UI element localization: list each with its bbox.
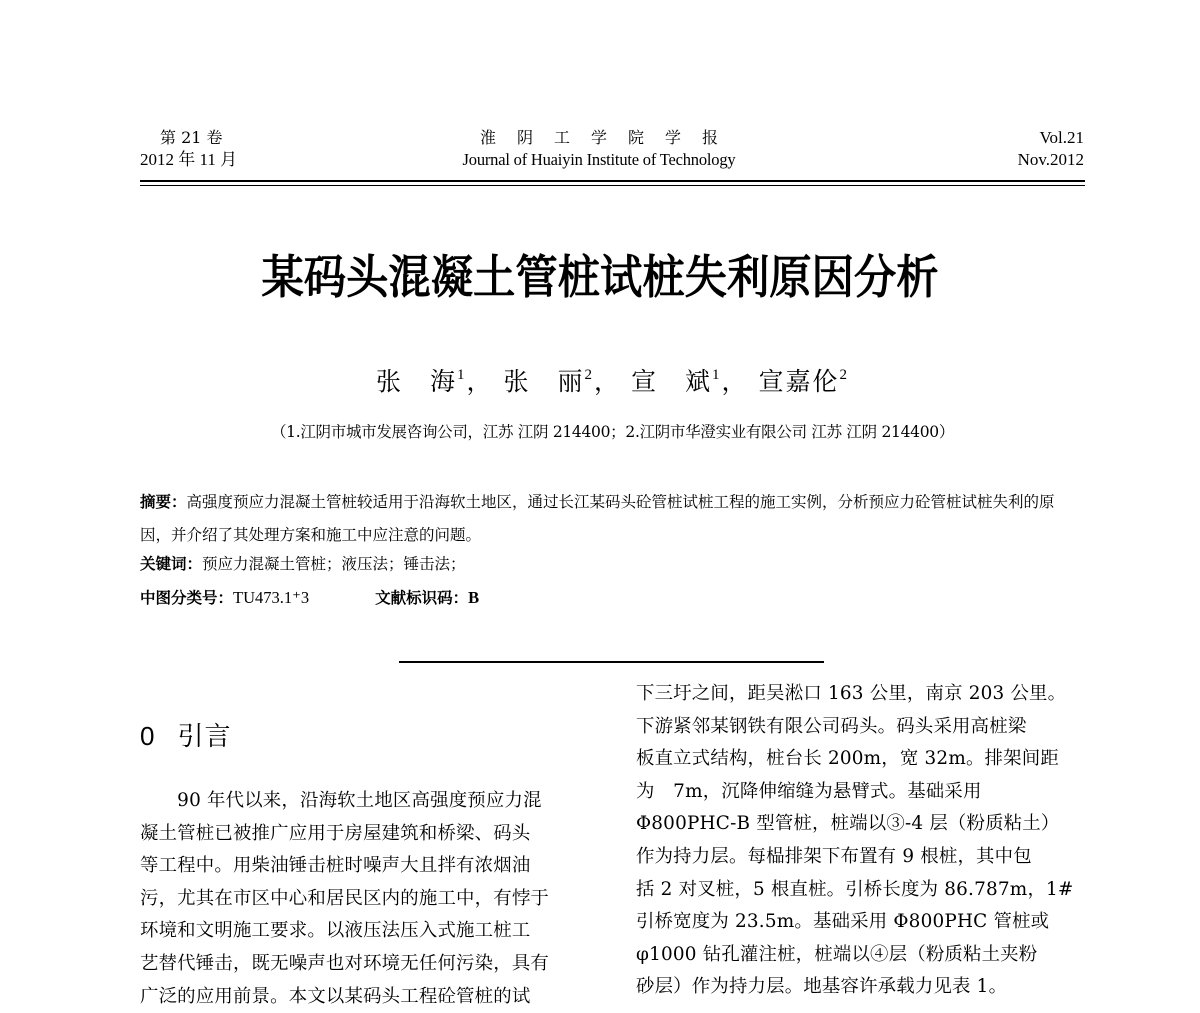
running-header-left: [140, 127, 237, 171]
body-line: 下游紧邻某钢铁有限公司码头。码头采用高桩梁: [636, 715, 1027, 737]
header-rule-thick: [140, 180, 1085, 182]
journal-name-en: Journal of Huaiyin Institute of Technology: [462, 150, 736, 169]
author-affiliation-mark: 1: [712, 367, 722, 383]
running-header-center: [443, 127, 755, 171]
clc-value: TU473.1⁺3: [233, 588, 310, 607]
abstract-text: 高强度预应力混凝土管桩较适用于沿海软土地区，通过长江某码头砼管桩试桩工程的施工实例，分析预应力砼管桩试桩失利的原因，并介绍了其处理方案和施工中应注意的问题。: [140, 493, 1055, 544]
section-title: 引言: [177, 722, 232, 752]
body-line: 板直立式结构，桩台长 200m，宽 32m。排架间距: [636, 748, 1059, 770]
section-heading: [140, 716, 231, 753]
section-number: 0: [140, 721, 156, 751]
volume-cn: 第 21 卷: [160, 128, 223, 147]
header-rule-thin: [140, 185, 1085, 186]
doc-code-label: 文献标识码：: [375, 588, 469, 607]
body-line: 等工程中。用柴油锤击桩时噪声大且拌有浓烟油: [140, 855, 531, 877]
author-name: 宣 斌: [630, 367, 712, 396]
author-separator: ，: [594, 367, 622, 396]
abstract-divider: [399, 661, 824, 663]
body-line: 下三圩之间，距吴淞口 163 公里，南京 203 公里。: [636, 683, 1067, 704]
author-list: [0, 362, 1200, 398]
author-name: 张 海: [376, 367, 458, 396]
body-line: 作为持力层。每榀排架下布置有 9 根桩，其中包: [636, 845, 1032, 867]
affiliations: （1.江阴市城市发展咨询公司，江苏 江阴 214400；2.江阴市华澄实业有限公司 江苏 江阴 214400）: [270, 423, 955, 441]
author-separator: ，: [466, 367, 494, 396]
keywords: [140, 552, 466, 574]
body-line: Φ800PHC-B 型管桩，桩端以③-4 层（粉质粘土）: [636, 813, 1060, 835]
author-affiliation-mark: 2: [584, 367, 595, 383]
body-left-column: [140, 785, 595, 1013]
body-line: 广泛的应用前景。本文以某码头工程砼管桩的试: [140, 985, 531, 1007]
body-line: φ1000 钻孔灌注桩，桩端以④层（粉质粘土夹粉: [636, 943, 1038, 965]
body-line: 为 7m，沉降伸缩缝为悬臂式。基础采用: [636, 780, 982, 802]
clc-label: 中图分类号：: [140, 588, 234, 607]
abstract: [140, 485, 1085, 552]
body-right-column: [636, 678, 1086, 1004]
body-line: 括 2 对叉桩，5 根直桩。引桥长度为 86.787m，1#: [636, 878, 1074, 900]
body-line: 凝土管桩已被推广应用于房屋建筑和桥梁、码头: [140, 822, 531, 844]
body-line: 引桥宽度为 23.5m。基础采用 Φ800PHC 管桩或: [636, 911, 1050, 933]
date-en: Nov.2012: [1017, 150, 1084, 169]
body-line: 砂层）作为持力层。地基容许承载力见表 1。: [636, 976, 1008, 998]
classification: [140, 586, 479, 608]
journal-name-cn: 淮阴工学院学报: [479, 128, 739, 147]
author-affiliation-mark: 1: [457, 367, 467, 383]
keywords-text: 预应力混凝土管桩；液压法；锤击法；: [202, 555, 466, 573]
author-name: 张 丽: [503, 367, 585, 396]
volume-en: Vol.21: [1039, 128, 1084, 147]
author-separator: ，: [721, 367, 749, 396]
body-line: 环境和文明施工要求。以液压法压入式施工桩工: [140, 920, 531, 942]
running-header-right: [1018, 127, 1084, 171]
body-line: 污，尤其在市区中心和居民区内的施工中，有悖于: [140, 887, 549, 909]
date-cn: 2012 年 11 月: [140, 150, 238, 169]
body-line: 90 年代以来，沿海软土地区高强度预应力混: [140, 790, 542, 811]
doc-code-value: B: [468, 588, 480, 607]
author-name: 宣嘉伦: [758, 367, 840, 396]
article-title: 某码头混凝土管桩试桩失利原因分析: [261, 250, 939, 304]
abstract-label: 摘要：: [140, 492, 187, 511]
author-affiliation-mark: 2: [839, 367, 849, 383]
keywords-label: 关键词：: [140, 554, 203, 573]
body-line: 艺替代锤击，既无噪声也对环境无任何污染，具有: [140, 952, 549, 974]
